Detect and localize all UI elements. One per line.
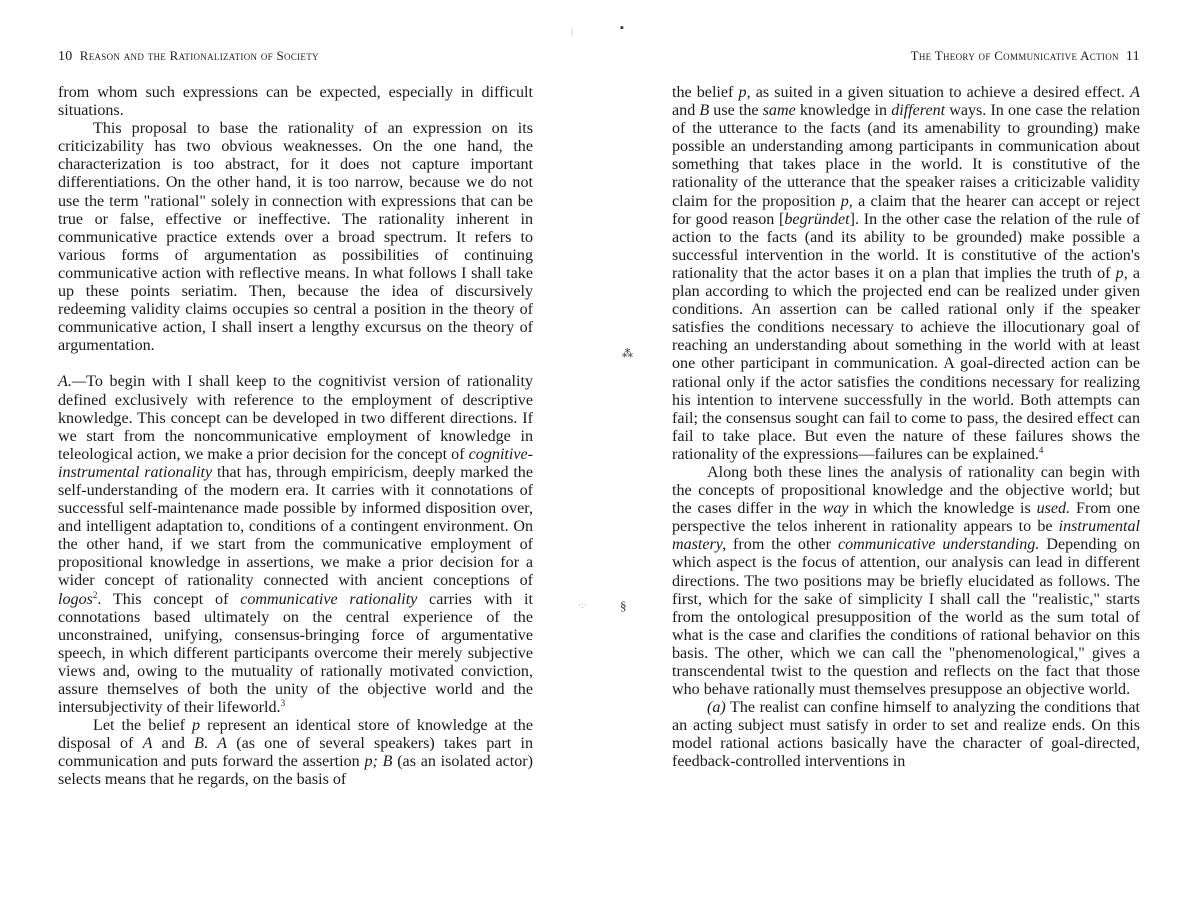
footnote-ref[interactable]: 3 [280,698,286,709]
section-label: A.— [58,373,87,391]
right-page [672,0,1140,899]
right-body-text [672,84,1140,772]
gutter-speck: ·:· [578,600,587,610]
running-head-title: The Theory of Communicative Action [910,48,1119,63]
left-body-text [58,84,533,790]
paragraph: This proposal to base the rationality of an expression on its criticizability has two obvious weaknesses. On the one hand, the characterization is too abstract, for it does not capture important differentiations. On the other hand, it is too narrow, because we do not use the term "rational" solely in connection with expressions that can be true or false, effective or ineffective. The rationality inherent in communicative practice extends over a broad spectrum. It refers to various forms of argumentation as possibilities of continuing communicative action with reflective means. In what follows I shall take up these points seriatim. Then, because the idea of discursively redeeming validity claims occupies so central a position in the theory of communicative action, I shall insert a lengthy excursus on the theory of argumentation. [58,120,533,355]
paragraph: Let the belief p represent an identical store of knowledge at the disposal of A and B. A (as one of several speakers) takes part in communication and puts forward the assertion p; B (as an isolated actor) selects means that he regards, on the basis of [58,717,534,789]
gutter-speck: § [620,598,627,613]
running-head-title: Reason and the Rationalization of Society [79,48,319,63]
running-head-right [672,48,1140,65]
paragraph: from whom such expressions can be expected, especially in difficult situations. [58,84,533,120]
paragraph: Along both these lines the analysis of rationality can begin with the concepts of propositional knowledge and the objective world; but the cases differ in the way in which the knowledge is used. From one perspective the telos inherent in rationality appears to be instrumental mastery, from the other communicative understanding. Depending on which aspect is the focus of attention, our analysis can lead in different directions. The two positions may be briefly elucidated as follows. The first, which for the sake of simplicity I shall call the "realistic," starts from the ontological presupposition of the world as the sum total of what is the case and clarifies the conditions of rational behavior on this basis. The other, which we can call the "phenomenological," gives a transcendental twist to the question and reflects on the fact that those who behave rationally must themselves presuppose an objective world. [672,463,1141,699]
page-number: 10 [58,49,73,64]
page-number: 11 [1125,49,1140,64]
paragraph: (a) The realist can confine himself to analyzing the conditions that an acting subject must satisfy in order to set and realize ends. On this model rational actions basically have the character of goal-directed, feedback-controlled interventions in [672,699,1140,771]
paragraph: the belief p, as suited in a given situation to achieve a desired effect. A and B use the same knowledge in different ways. In one case the relation of the utterance to the facts (and its amenability to grounding) make possible an understanding among participants in communication about something that takes place in the world. It is constitutive of the rationality of the utterance that the speaker raises a criticizable validity claim for the proposition p, a claim that the hearer can accept or reject for good reason [begründet]. In the other case the relation of the rule of action to the facts (and its ability to be grounded) make possible a successful intervention in the world. It is constitutive of the action's rationality that the actor bases it on a plan that implies the truth of p, a plan according to which the projected end can be realized under given conditions. An assertion can be called rational only if the speaker satisfies the conditions necessary to achieve the illocutionary goal of reaching an understanding about something in the world with at least one other participant in communication. A goal-directed action can be rational only if the actor satisfies the conditions necessary for realizing his intention to intervene successfully in the world. Both attempts can fail; the consensus sought can fail to come to pass, the desired effect can fail to take place. But even the nature of these failures shows the rationality of the expressions—failures can be explained.$^4$ [672,84,1141,463]
gutter-speck: ⁂ [622,348,633,360]
gutter-speck: | [571,26,573,36]
footnote-ref[interactable]: 4 [1038,444,1044,455]
paragraph-a: A.—To begin with I shall keep to the cognitivist version of rationality defined exclusively with reference to the employment of descriptive knowledge. This concept can be developed in two different directions. If we start from the noncommunicative employment of knowledge in teleological action, we make a prior decision for the concept of cognitive-instrumental rationality that has, through empiricism, deeply marked the self-understanding of the modern era. It carries with it connotations of successful self-maintenance made possible by informed disposition over, and intelligent adaptation to, conditions of a contingent environment. On the other hand, if we start from the communicative employment of propositional knowledge in assertions, we make a prior decision for a wider concept of rationality connected with ancient conceptions of logos$^2$. This concept of communicative rationality carries with it connotations based ultimately on the central experience of the unconstrained, unifying, consensus-bringing force of argumentative speech, in which different participants overcome their merely subjective views and, owing to the mutuality of rationally motivated conviction, assure themselves of both the unity of the objective world and the intersubjectivity of their lifeworld.$^3$ [58,373,533,717]
running-head-left [58,48,533,65]
left-page [58,0,533,899]
footnote-ref[interactable]: 2 [92,589,98,600]
gutter-speck: ▪ [620,22,624,34]
